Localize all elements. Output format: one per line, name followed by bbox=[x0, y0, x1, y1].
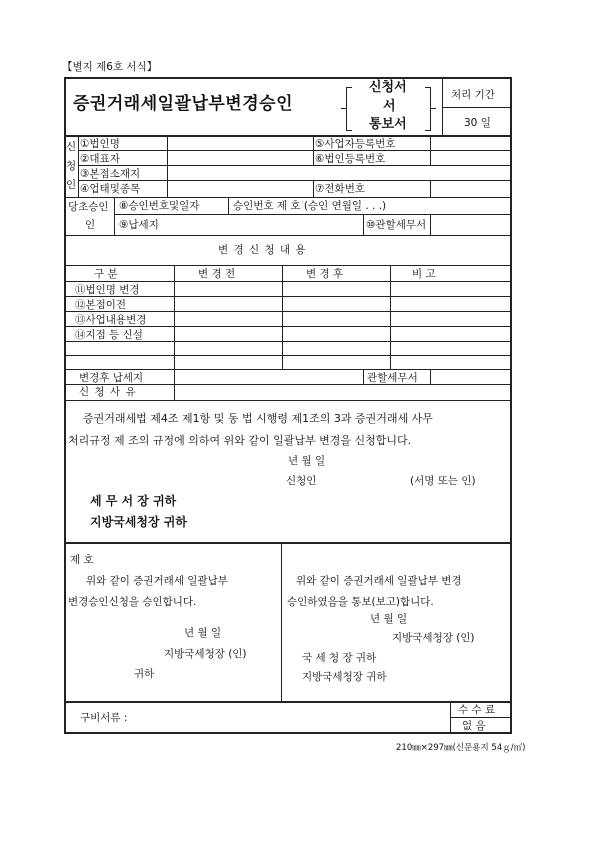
current-approval-label: 당초승인 bbox=[68, 201, 109, 213]
biz-reg-no-label: ⑤사업자등록번호 bbox=[315, 138, 396, 150]
form-title: 증권거래세일괄납부변경승인 bbox=[73, 94, 293, 114]
statement-line-2: 처리규정 제 조의 규정에 의하여 위와 같이 일괄납부 변경을 신청합니다. bbox=[68, 434, 412, 447]
approval-left-text-1: 위와 같이 증권거래세 일괄납부 bbox=[86, 575, 228, 587]
representative-label: ②대표자 bbox=[80, 153, 120, 165]
applicant-bottom-line bbox=[64, 197, 512, 198]
statement-line-1: 증권거래세법 제4조 제1항 및 동 법 시행령 제1조의 3과 증권거래세 사무 bbox=[83, 412, 433, 425]
approval-no-date-label: ⑧승인번호및일자 bbox=[119, 200, 200, 212]
change-heading-line bbox=[64, 265, 512, 266]
applicant-mid-divider-top bbox=[313, 135, 314, 165]
row-branch-new: ⑭지점 등 신설 bbox=[75, 329, 143, 341]
attachments-label: 구비서류 : bbox=[80, 712, 128, 724]
applicant-label-divider bbox=[167, 135, 168, 197]
applicant-side-divider bbox=[78, 135, 79, 197]
corp-reg-no-label: ⑥법인등록번호 bbox=[315, 153, 386, 165]
change-row-line-0 bbox=[64, 281, 512, 282]
approval-right-to-nts: 국 세 청 장 귀하 bbox=[302, 652, 377, 664]
bracket-tick-right bbox=[430, 108, 436, 109]
approval-right-office: 지방국세청장 (인) bbox=[392, 632, 475, 644]
row-business-change: ⑬사업내용변경 bbox=[75, 314, 147, 326]
applicant-right-divider-bottom bbox=[430, 180, 431, 197]
row-hq-move: ⑫본점이전 bbox=[75, 299, 127, 311]
applicant-row-line-1 bbox=[78, 150, 512, 151]
approval-left-to: 귀하 bbox=[134, 668, 155, 680]
applicant-side-char-2: 청 bbox=[66, 160, 77, 172]
after-office-divider-right bbox=[430, 369, 431, 384]
hq-location-label: ③본점소재지 bbox=[80, 168, 141, 180]
approval-number: 제 호 bbox=[70, 554, 94, 566]
current-row-line bbox=[114, 214, 512, 215]
after-office-divider-left bbox=[363, 369, 364, 384]
approval-right-text-1: 위와 같이 증권거래세 일괄납부 변경 bbox=[296, 575, 462, 587]
approval-left-date: 년 월 일 bbox=[184, 627, 222, 639]
reason-line bbox=[64, 400, 512, 401]
option-form: 서 bbox=[383, 99, 396, 114]
column-header-remarks: 비 고 bbox=[412, 268, 436, 280]
bracket-tick-left bbox=[341, 108, 347, 109]
change-row-line-2 bbox=[64, 311, 512, 312]
approval-bottom-line bbox=[64, 701, 512, 703]
approval-right-date: 년 월 일 bbox=[370, 613, 408, 625]
reason-label: 신 청 사 유 bbox=[79, 386, 137, 398]
change-row-line-6 bbox=[64, 369, 512, 370]
approval-right-to-regional: 지방국세청장 귀하 bbox=[302, 671, 387, 683]
paper-spec: 210㎜×297㎜(신문용지 54ｇ/㎡) bbox=[396, 743, 526, 753]
addressee-tax-office: 세 무 서 장 귀하 bbox=[90, 494, 177, 508]
corp-name-label: ①법인명 bbox=[80, 138, 120, 150]
applicant-row-line-2 bbox=[78, 165, 512, 166]
applicant-side-char-1: 신 bbox=[66, 141, 77, 153]
processing-period-value: 30 일 bbox=[464, 117, 491, 129]
after-tax-place-label: 변경후 납세지 bbox=[79, 372, 144, 384]
header-bottom-line bbox=[64, 135, 512, 137]
current-bottom-line bbox=[64, 235, 512, 236]
option-application: 신청서 bbox=[369, 80, 407, 95]
tax-office-label: ⑩관할세무서 bbox=[366, 219, 427, 231]
column-header-before: 변 경 전 bbox=[198, 268, 236, 280]
fee-line bbox=[450, 717, 512, 718]
approval-divider bbox=[281, 543, 282, 701]
after-tax-office-label: 관할세무서 bbox=[367, 372, 418, 384]
current-side-divider bbox=[114, 197, 115, 235]
fee-label: 수 수 료 bbox=[458, 704, 496, 716]
fee-value: 없 음 bbox=[462, 720, 486, 732]
applicant-side-char-3: 인 bbox=[66, 179, 77, 191]
applicant-sign-label: 신청인 bbox=[286, 475, 317, 487]
processing-line bbox=[442, 107, 512, 108]
current-approval-label-2: 인 bbox=[85, 219, 96, 231]
applicant-right-divider-top bbox=[430, 135, 431, 165]
column-header-category: 구 분 bbox=[94, 268, 118, 280]
approval-right-text-2: 승인하였음을 통보(보고)합니다. bbox=[287, 596, 434, 608]
statement-bottom-line bbox=[64, 542, 512, 544]
row-corp-name-change: ⑪법인명 변경 bbox=[75, 284, 140, 296]
current-approval-divider bbox=[228, 197, 229, 214]
bracket-right bbox=[425, 87, 431, 131]
approval-no-text: 승인번호 제 호 (승인 연월일 . . .) bbox=[233, 200, 387, 212]
option-notice: 통보서 bbox=[369, 117, 407, 132]
form-number-label: 【별지 제6호 서식】 bbox=[62, 61, 158, 73]
statement-date: 년 월 일 bbox=[288, 455, 326, 467]
tax-place-label: ⑨납세지 bbox=[119, 219, 159, 231]
processing-divider bbox=[442, 77, 443, 135]
column-header-after: 변 경 후 bbox=[306, 268, 344, 280]
change-section-heading: 변 경 신 청 내 용 bbox=[218, 244, 307, 256]
change-row-line-5 bbox=[64, 355, 512, 356]
approval-left-office: 지방국세청장 (인) bbox=[164, 648, 247, 660]
approval-left-text-2: 변경승인신청을 승인합니다. bbox=[68, 596, 197, 608]
tax-office-divider-right bbox=[430, 214, 431, 235]
applicant-row-line-3 bbox=[78, 180, 512, 181]
phone-label: ⑦전화번호 bbox=[315, 183, 365, 195]
business-type-label: ④업태및종목 bbox=[80, 183, 141, 195]
sign-or-seal: (서명 또는 인) bbox=[410, 475, 476, 487]
addressee-regional: 지방국세청장 귀하 bbox=[90, 515, 187, 529]
tax-office-divider-left bbox=[363, 214, 364, 235]
processing-period-label: 처리 기간 bbox=[451, 89, 495, 101]
applicant-mid-divider-bottom bbox=[313, 180, 314, 197]
bracket-left bbox=[346, 87, 352, 131]
